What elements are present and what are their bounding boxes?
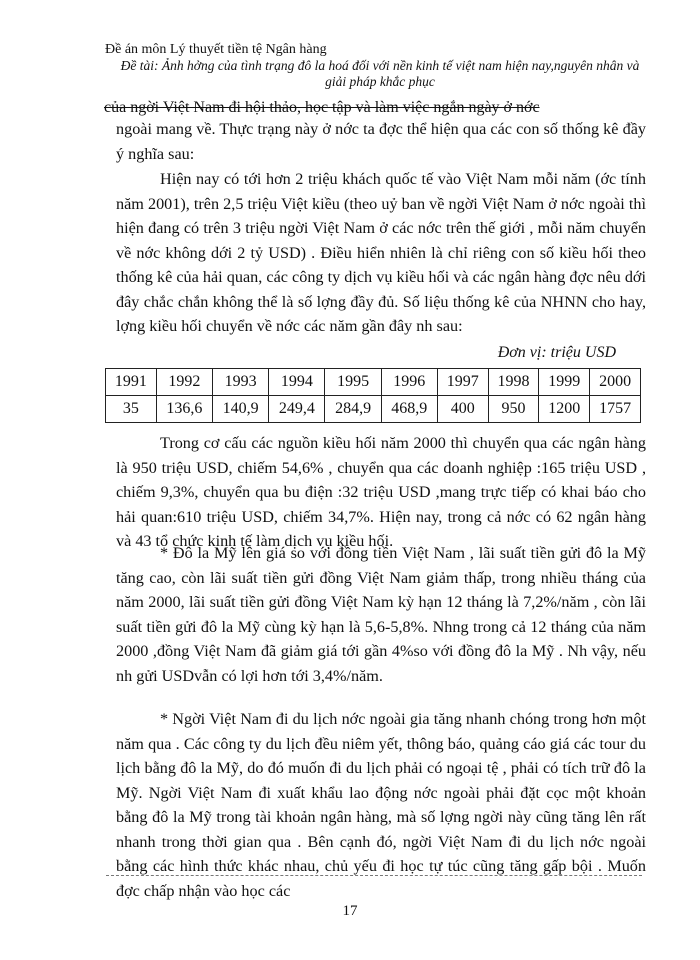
table-cell: 1993 — [212, 369, 268, 396]
table-cell: 1200 — [539, 396, 590, 423]
paragraph-statistics: Hiện nay có tới hơn 2 triệu khách quốc tế vào Việt Nam mỗi năm (ớc tính năm 2001), trên 2,5 triệu Việt kiều (theo uỷ ban về ngời Việt Nam ở nớc ngoài thì hiện đang có trên 3 triệu ngời Việt Nam ở các nớc trên thế giới , mỗi năm chuyển về nớc không dới 2 tỷ USD) . Điều hiển nhiên là chỉ riêng con số kiều hối theo thống kê của hải quan, các công ty dịch vụ kiều hối và các ngân hàng đợc nêu dới đây chắc chắn không thể là số lợng đầy đủ. Số liệu thống kê của NHNN cho hay, lợng kiều hối chuyển về nớc các năm gần đây nh sau: — [116, 170, 646, 335]
table-cell: 468,9 — [381, 396, 437, 423]
table-cell: 136,6 — [156, 396, 212, 423]
continued-line — [104, 99, 644, 119]
table-cell: 1992 — [156, 369, 212, 396]
page-number: 17 — [342, 903, 358, 919]
table-row-years — [106, 369, 641, 396]
paragraph-travel: * Ngời Việt Nam đi du lịch nớc ngoài gia tăng nhanh chóng trong hơn một năm qua . Các công ty du lịch đều niêm yết, thông báo, quảng cáo giá các tour du lịch bằng đô la Mỹ, do đó muốn đi du lịch phải có ngoại tệ , phải có tích trữ đô la Mỹ. Ngời Việt Nam đi xuất khẩu lao động nớc ngoài phải đặt cọc một khoản bằng đô la Mỹ trong tài khoản ngân hàng, mà số lợng ngời này cũng tăng lên rất nhanh trong thời gian qua . Bên cạnh đó, ngời Việt Nam đi du lịch nớc ngoài bằng các hình thức khác nhau, chủ yếu đi học tự túc cũng tăng gấp bội . Muốn đợc chấp nhận vào học các — [116, 710, 646, 900]
unit-label: Đơn vị: triệu USD — [497, 344, 616, 361]
remittance-table — [105, 368, 641, 423]
table-cell: 1996 — [381, 369, 437, 396]
table-cell: 249,4 — [269, 396, 325, 423]
paragraph-continuation: ngoài mang về. Thực trạng này ở nớc ta đợc thể hiện qua các con số thống kê đầy ý nghĩa sau: — [116, 120, 646, 163]
paragraph-usd-rates: * Đô la Mỹ lên giá so với đồng tiền Việt Nam , lãi suất tiền gửi đô la Mỹ tăng cao, còn lãi suất tiền gửi đồng Việt Nam giảm thấp, trong nhiều tháng của năm 2000, lãi suất tiền gửi đồng Việt Nam kỳ hạn 12 tháng là 7,2%/năm , còn lãi suất tiền gửi đô la Mỹ cùng kỳ hạn là 5,6-5,8%. Nhng trong cả 12 tháng của năm 2000 ,đồng Việt Nam đã giảm giá tới gần 4%so với đồng đô la Mỹ . Nh vậy, nếu nh gửi USDvẫn có lợi hơn tới 3,4%/năm. — [116, 544, 646, 685]
table-cell: 950 — [488, 396, 539, 423]
intro-block — [116, 117, 646, 166]
usd-rate-block — [116, 541, 646, 688]
table-cell: 140,9 — [212, 396, 268, 423]
table-cell: 400 — [437, 396, 488, 423]
table-cell: 1998 — [488, 369, 539, 396]
table-cell: 1995 — [325, 369, 381, 396]
header-topic-title: Đề tài: Ảnh hởng của tình trạng đô la hoá đối với nền kinh tế việt nam hiện nay,nguyên nhân và giải pháp khắc phục — [120, 58, 640, 89]
table-cell: 1994 — [269, 369, 325, 396]
struck-text: của ngời Việt Nam đi hội thảo, học tập và làm việc ngắn ngày ở nớc — [104, 99, 540, 116]
header-course-title: Đề án môn Lý thuyết tiền tệ Ngân hàng — [105, 42, 327, 57]
table-cell: 2000 — [590, 369, 641, 396]
travel-block — [116, 707, 646, 903]
table-cell: 1991 — [106, 369, 157, 396]
table-cell: 284,9 — [325, 396, 381, 423]
table-cell: 1997 — [437, 369, 488, 396]
sources-block — [116, 431, 646, 554]
table-row-values — [106, 396, 641, 423]
table-cell: 35 — [106, 396, 157, 423]
table-cell: 1757 — [590, 396, 641, 423]
statistics-block — [116, 167, 646, 339]
footer-divider — [106, 875, 642, 876]
table-cell: 1999 — [539, 369, 590, 396]
paragraph-sources: Trong cơ cấu các nguồn kiều hối năm 2000 thì chuyển qua các ngân hàng là 950 triệu USD, chiếm 54,6% , chuyển qua các doanh nghiệp :165 triệu USD , chiếm 9,3%, chuyển qua bu điện :32 triệu USD ,mang trực tiếp có khai báo cho hải quan:610 triệu USD, chiếm 34,7%. Hiện nay, trong cả nớc có 62 ngân hàng và 43 tổ chức kinh tế làm dịch vụ kiều hối. — [116, 434, 646, 550]
